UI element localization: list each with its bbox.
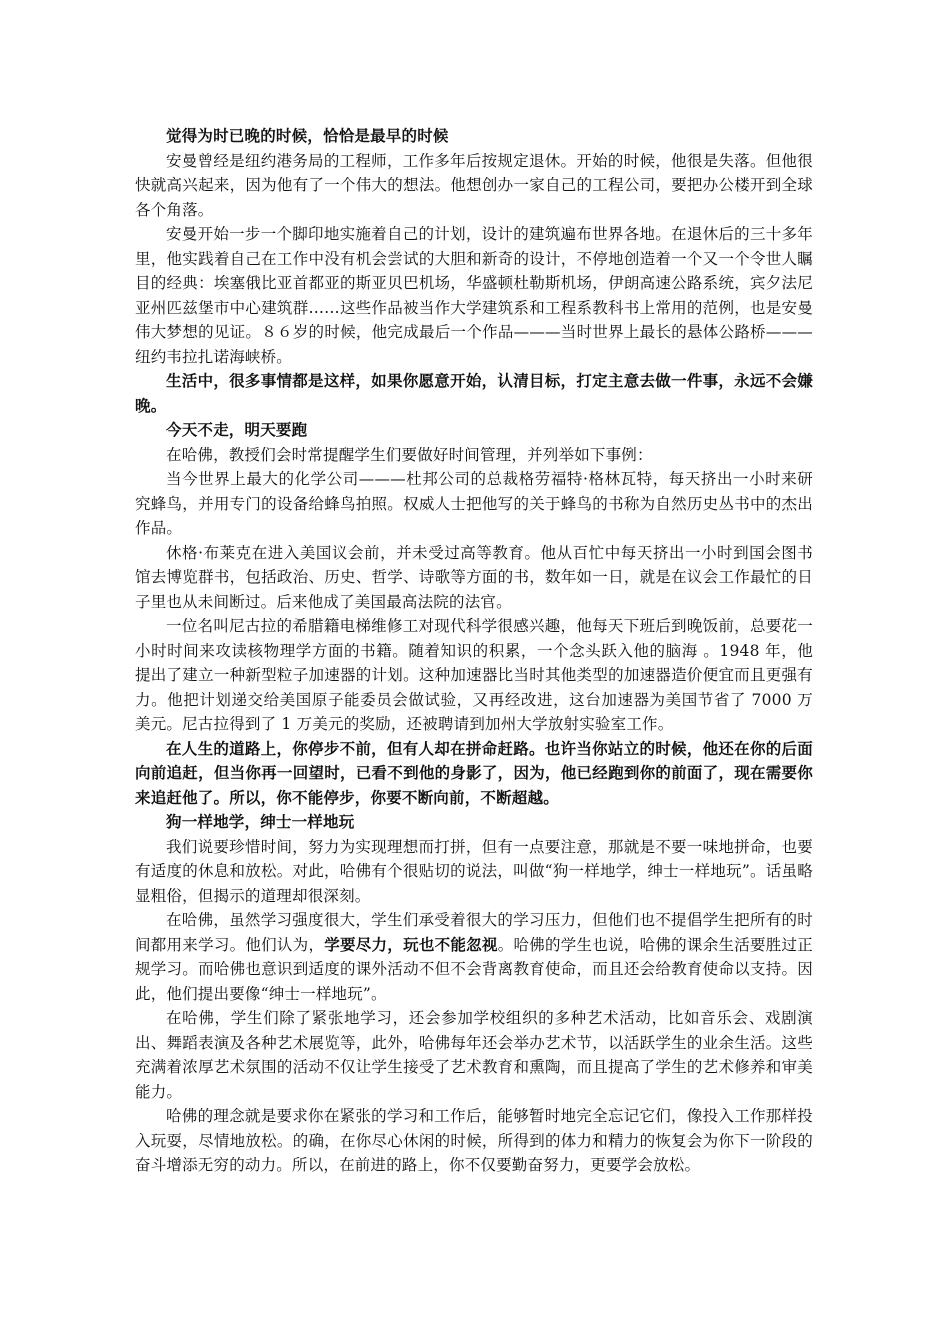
section-heading: 今天不走，明天要跑 <box>166 420 308 439</box>
paragraph: 安曼曾经是纽约港务局的工程师，工作多年后按规定退休。开始的时候，他很是失落。但他很快就高兴起来，因为他有了一个伟大的想法。他想创办一家自己的工程公司，要把办公楼开到全球各个角落。 <box>135 151 813 219</box>
paragraph: 在哈佛，教授们会时常提醒学生们要做好时间管理，并列举如下事例： <box>166 445 653 464</box>
emphasis-text: 学要尽力，玩也不能忽视 <box>324 934 498 954</box>
paragraph: 在哈佛，学生们除了紧张地学习，还会参加学校组织的多种艺术活动，比如音乐会、戏剧演出、舞蹈表演及各种艺术展览等，此外，哈佛每年还会举办艺术节，以活跃学生的业余生活。这些充满着浓厚艺术氛围的活动不仅让学生接受了艺术教育和熏陶，而且提高了学生的艺术修养和审美能力。 <box>135 1009 813 1101</box>
section-heading: 狗一样地学，绅士一样地玩 <box>166 812 355 831</box>
paragraph: 安曼开始一步一个脚印地实施着自己的计划，设计的建筑遍布世界各地。在退休后的三十多年里，他实践着自己在工作中没有机会尝试的大胆和新奇的设计，不停地创造着一个又一个令世人瞩目的经典：埃塞俄比亚首都亚的斯亚贝巴机场，华盛顿杜勒斯机场，伊朗高速公路系统，宾夕法尼亚州匹兹堡市中心建筑群……这些作品被当作大学建筑系和工程系教科书上常用的范例，也是安曼伟大梦想的见证。８６岁的时候，他完成最后一个作品———当时世界上最长的悬体公路桥———纽约韦拉扎诺海峡桥。 <box>135 225 813 366</box>
paragraph-text: 在哈佛，虽然学习强度很大，学生们承受着很大的学习压力，但他们也不提倡学生把所有的时间都用来学习。他们认为， <box>135 911 813 954</box>
paragraph: 我们说要珍惜时间，努力为实现理想而打拼，但有一点要注意，那就是不要一味地拼命，也要有适度的休息和放松。对此，哈佛有个很贴切的说法，叫做“狗一样地学，绅士一样地玩”。话虽略显粗俗，但揭示的道理却很深刻。 <box>135 837 813 905</box>
paragraph: 当今世界上最大的化学公司———杜邦公司的总裁格劳福特·格林瓦特，每天挤出一小时来研究蜂鸟，并用专门的设备给蜂鸟拍照。权威人士把他写的关于蜂鸟的书称为自然历史丛书中的杰出作品。 <box>135 470 813 537</box>
paragraph: 哈佛的理念就是要求你在紧张的学习和工作后，能够暂时地完全忘记它们，像投入工作那样投入玩耍，尽情地放松。的确，在你尽心休闲的时候，所得到的体力和精力的恢复会为你下一阶段的奋斗增添无穷的动力。所以，在前进的路上，你不仅要勤奋努力，更要学会放松。 <box>135 1107 813 1174</box>
section-heading: 觉得为时已晚的时候，恰恰是最早的时候 <box>166 126 449 145</box>
paragraph-text: 。哈佛的学生也说，哈佛的课余生活要胜过正规学习。而哈佛也意识到适度的课外活动不但不会背离教育使命，而且还会给教育使命以支持。因此，他们提出要像“绅士一样地玩”。 <box>135 935 814 1003</box>
paragraph <box>135 908 813 1006</box>
section-conclusion: 在人生的道路上，你停步不前，但有人却在拼命赶路。也许当你站立的时候，他还在你的后面向前追赶，但当你再一回望时，已看不到他的身影了，因为，他已经跑到你的前面了，现在需要你来追赶他了。所以，你不能停步，你要不断向前，不断超越。 <box>135 738 813 807</box>
document-page <box>135 124 813 1178</box>
section-conclusion: 生活中，很多事情都是这样，如果你愿意开始，认清目标，打定主意去做一件事，永远不会嫌晚。 <box>135 371 813 415</box>
paragraph: 一位名叫尼古拉的希腊籍电梯维修工对现代科学很感兴趣，他每天下班后到晚饭前，总要花一小时时间来攻读核物理学方面的书籍。随着知识的积累，一个念头跃入他的脑海 。1948 年，他提出了建立一种新型粒子加速器的计划。这种加速器比当时其他类型的加速器造价便宜而且更强有力。他把计划递交给美国原子能委员会做试验，又再经改进，这台加速器为美国节省了 7000 万美元。尼古拉得到了 1 万美元的奖励，还被聘请到加州大学放射实验室工作。 <box>135 617 813 733</box>
paragraph: 休格·布莱克在进入美国议会前，并未受过高等教育。他从百忙中每天挤出一小时到国会图书馆去博览群书，包括政治、历史、哲学、诗歌等方面的书，数年如一日，就是在议会工作最忙的日子里也从未间断过。后来他成了美国最高法院的法官。 <box>135 543 813 611</box>
